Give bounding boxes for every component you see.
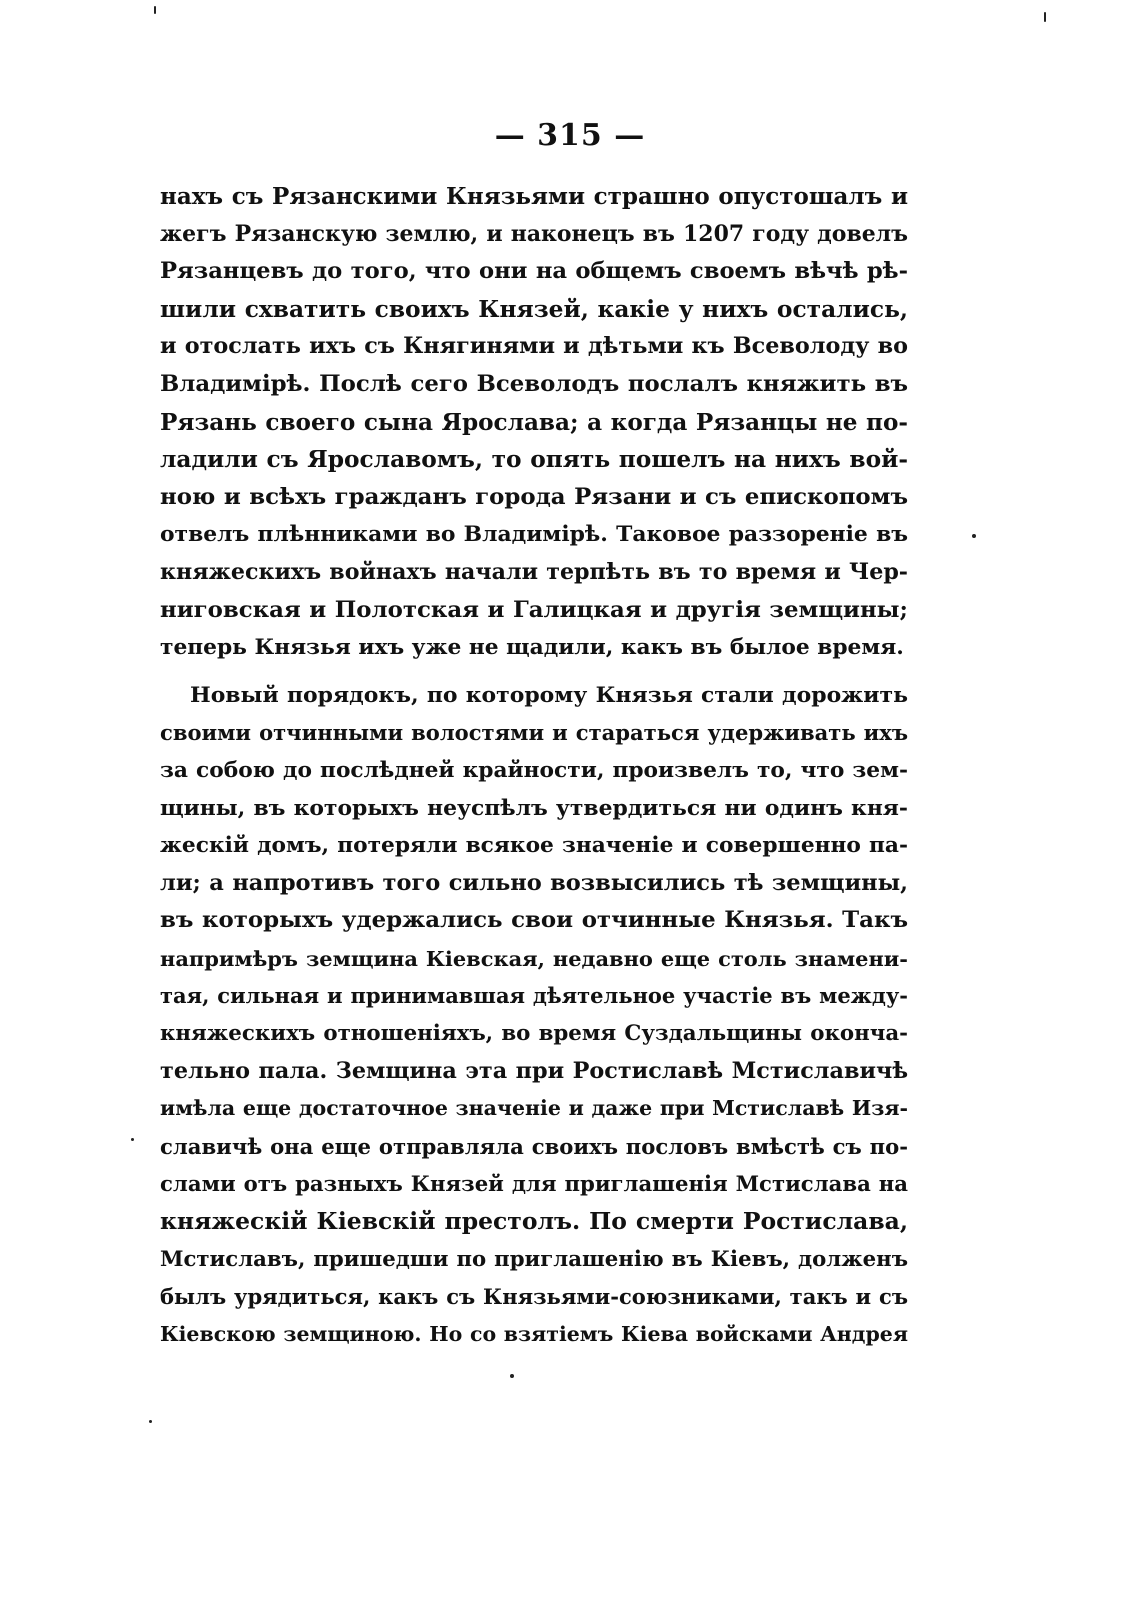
text-line: ладили съ Ярославомъ, то опять пошелъ на нихъ вой- bbox=[160, 446, 908, 474]
text-line: отвелъ плѣнниками во Владимірѣ. Таковое раззореніе въ bbox=[160, 522, 908, 548]
text-line: ною и всѣхъ гражданъ города Рязани и съ епископомъ bbox=[160, 483, 908, 510]
body-text bbox=[160, 178, 908, 1353]
text-line: тельно пала. Земщина эта при Ростиславѣ Мстиславичѣ bbox=[160, 1057, 908, 1084]
text-line: Рязань своего сына Ярослава; а когда Рязанцы не по- bbox=[160, 408, 908, 436]
text-line: княжескій Кіевскій престолъ. По смерти Ростислава, bbox=[160, 1207, 908, 1236]
paragraph-2 bbox=[160, 677, 908, 1354]
text-line: княжескихъ отношеніяхъ, во время Суздальщины оконча- bbox=[160, 1021, 908, 1047]
text-line: былъ урядиться, какъ съ Князьями-союзниками, такъ и съ bbox=[160, 1284, 908, 1310]
text-line: княжескихъ войнахъ начали терпѣть въ то время и Чер- bbox=[160, 558, 908, 585]
text-line: слами отъ разныхъ Князей для приглашенія Мстислава на bbox=[160, 1171, 908, 1197]
text-line: славичѣ она еще отправляла своихъ пословъ вмѣстѣ съ по- bbox=[160, 1133, 908, 1159]
paragraph-1 bbox=[160, 178, 908, 667]
scan-speck bbox=[131, 1138, 134, 1141]
page-number: — 315 — bbox=[494, 118, 646, 153]
text-line: ниговская и Полотская и Галицкая и другія земщины; bbox=[160, 596, 908, 623]
text-line: жескій домъ, потеряли всякое значеніе и совершенно па- bbox=[160, 833, 908, 859]
text-line: за собою до послѣдней крайности, произвелъ то, что зем- bbox=[160, 757, 908, 783]
scan-speck bbox=[972, 534, 976, 538]
scan-speck bbox=[149, 1420, 152, 1423]
text-line: напримѣръ земщина Кіевская, недавно еще столь знамени- bbox=[160, 945, 908, 971]
text-line: тая, сильная и принимавшая дѣятельное участіе въ между- bbox=[160, 983, 908, 1009]
text-line: Мстиславъ, пришедши по приглашенію въ Кіевъ, долженъ bbox=[160, 1246, 908, 1272]
text-line: своими отчинными волостями и стараться удерживать ихъ bbox=[160, 720, 908, 746]
scan-speck bbox=[154, 6, 156, 14]
text-line: нахъ съ Рязанскими Князьями страшно опустошалъ и bbox=[160, 183, 908, 210]
text-line: шили схватить своихъ Князей, какіе у нихъ остались, bbox=[160, 295, 908, 323]
text-line: Кіевскою земщиною. Но со взятіемъ Кіева войсками Андрея bbox=[160, 1321, 908, 1346]
text-line: и отослать ихъ съ Княгинями и дѣтьми къ Всеволоду во bbox=[160, 333, 908, 360]
text-line: щины, въ которыхъ неуспѣлъ утвердиться ни одинъ кня- bbox=[160, 794, 908, 821]
text-line: Владимірѣ. Послѣ сего Всеволодъ послалъ княжить въ bbox=[160, 370, 908, 397]
text-line: жегъ Рязанскую землю, и наконецъ въ 1207 году довелъ bbox=[160, 220, 908, 247]
text-line: имѣла еще достаточное значеніе и даже при Мстиславѣ Изя- bbox=[160, 1096, 908, 1121]
text-line: въ которыхъ удержались свои отчинные Князья. Такъ bbox=[160, 907, 908, 934]
text-line: теперь Князья ихъ уже не щадили, какъ въ былое время. bbox=[160, 635, 904, 661]
text-line: Новый порядокъ, по которому Князья стали дорожить bbox=[190, 681, 908, 708]
text-line: Рязанцевъ до того, что они на общемъ своемъ вѣчѣ рѣ- bbox=[160, 258, 908, 285]
scan-speck bbox=[1044, 12, 1046, 22]
scan-speck bbox=[510, 1374, 514, 1378]
text-line: ли; а напротивъ того сильно возвысились тѣ земщины, bbox=[160, 869, 908, 896]
